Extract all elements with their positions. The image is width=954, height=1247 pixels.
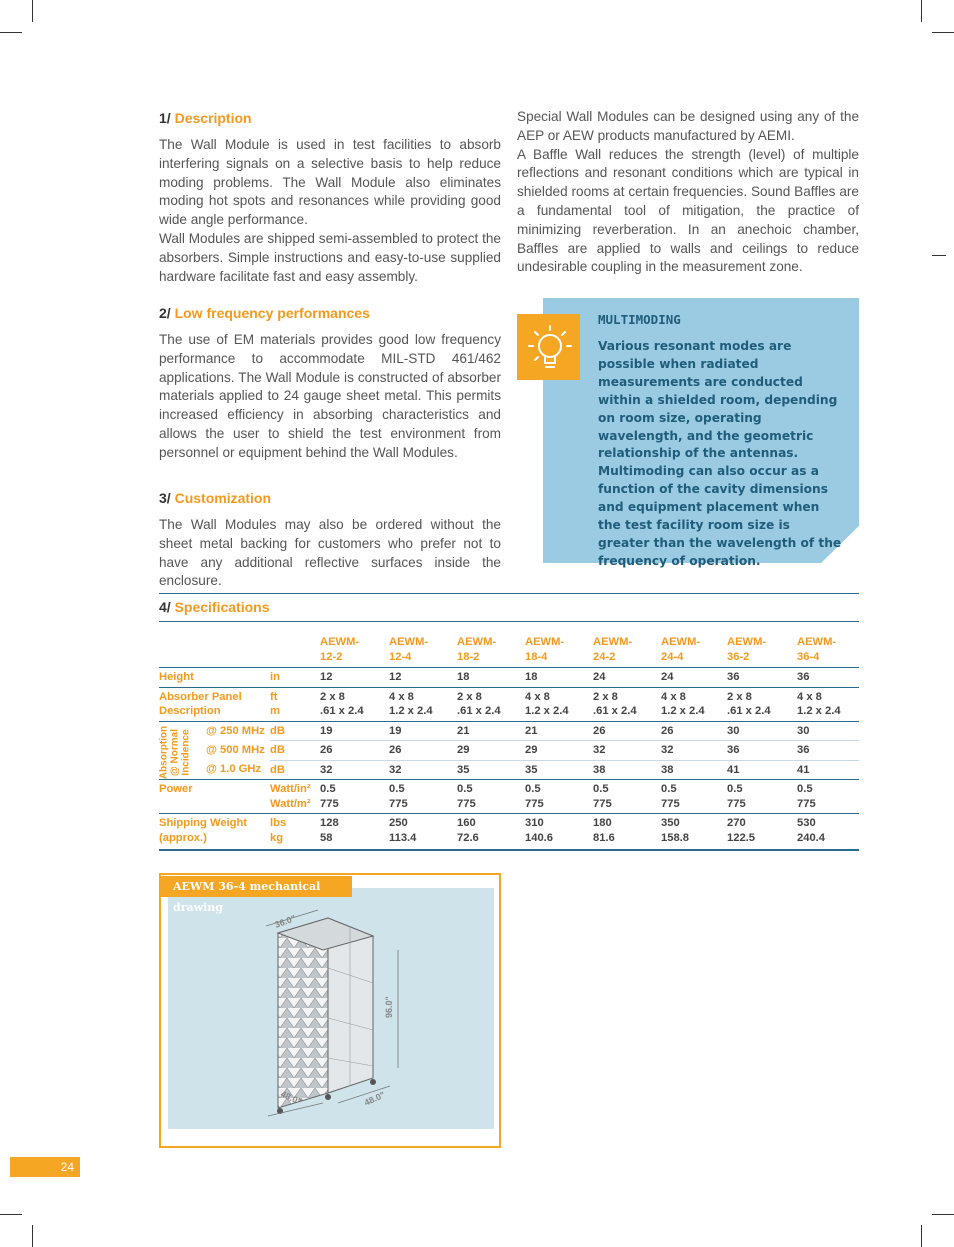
- table-cell: 12: [320, 668, 389, 688]
- divider: [159, 593, 859, 594]
- unit-label: in: [270, 668, 320, 688]
- section-title: Customization: [174, 490, 272, 506]
- header-spacer: [270, 633, 320, 668]
- callout-title: MULTIMODING: [598, 312, 681, 327]
- crop-mark: [0, 1214, 22, 1215]
- model-header: AEWM- 36-4: [797, 636, 837, 663]
- model-header: AEWM- 24-4: [661, 636, 701, 663]
- table-cell: 0.5 775: [661, 780, 727, 814]
- model-header: AEWM- 12-4: [389, 636, 429, 663]
- table-cell: 12: [389, 668, 457, 688]
- section-heading-description: [159, 110, 252, 126]
- frequency-label: @ 500 MHz: [206, 743, 265, 756]
- description-text: [159, 136, 501, 286]
- height-row: [159, 668, 859, 688]
- section-number: 2/: [159, 305, 171, 321]
- table-cell: 36: [797, 741, 859, 761]
- table-cell: 24: [661, 668, 727, 688]
- unit-label: ft m: [270, 687, 320, 721]
- table-cell: 0.5 775: [389, 780, 457, 814]
- section-number: 4/: [159, 599, 171, 615]
- dimension-label: 48.0": [362, 1089, 387, 1108]
- lightbulb-icon: [517, 314, 580, 380]
- table-cell: 4 x 8 1.2 x 2.4: [797, 687, 859, 721]
- paragraph: The Wall Modules may also be ordered without the sheet metal backing for customers who prefer not to have any additional reflective surfaces inside the enclosure.: [159, 517, 501, 589]
- absorber-row: [159, 687, 859, 721]
- power-row: [159, 780, 859, 814]
- table-cell: 270 122.5: [727, 814, 797, 848]
- table-cell: 36: [727, 668, 797, 688]
- paragraph: Special Wall Modules can be designed using any of the AEP or AEW products manufactured by AEMI.: [517, 109, 859, 143]
- dimension-label: 96.0": [384, 996, 394, 1018]
- table-cell: 2 x 8 .61 x 2.4: [457, 687, 525, 721]
- divider: [159, 621, 859, 622]
- model-header: AEWM- 36-2: [727, 636, 767, 663]
- section-title: Specifications: [174, 599, 270, 615]
- table-cell: 128 58: [320, 814, 389, 848]
- row-label: Power: [159, 780, 270, 814]
- section-heading-customization: [159, 490, 271, 506]
- table-cell: 4 x 8 1.2 x 2.4: [525, 687, 593, 721]
- section-heading-specifications: [159, 599, 270, 615]
- table-cell: 32: [389, 760, 457, 780]
- table-cell: 250 113.4: [389, 814, 457, 848]
- table-cell: 38: [661, 760, 727, 780]
- row-label: Shipping Weight (approx.): [159, 814, 270, 848]
- table-cell: 4 x 8 1.2 x 2.4: [661, 687, 727, 721]
- unit-label: dB: [270, 760, 320, 780]
- table-cell: 30: [727, 721, 797, 741]
- unit-label: lbs kg: [270, 814, 320, 848]
- unit-label: dB: [270, 721, 320, 741]
- table-cell: 32: [661, 741, 727, 761]
- section-title: Description: [174, 110, 252, 126]
- paragraph: A Baffle Wall reduces the strength (level) of multiple reflections and resonant conditions which are typical in shielded rooms at certain frequencies. Sound Baffles are a fundamental tool of mitigation, the practice of minimizing reverberation. In an anechoic chamber, Baffles are applied to walls and ceilings to reduce undesirable coupling in the measurement zone.: [517, 146, 859, 275]
- table-cell: 0.5 775: [797, 780, 859, 814]
- section-number: 1/: [159, 110, 171, 126]
- model-header: AEWM- 18-4: [525, 636, 565, 663]
- table-cell: 0.5 775: [525, 780, 593, 814]
- table-cell: 160 72.6: [457, 814, 525, 848]
- crop-mark: [921, 1225, 922, 1247]
- table-cell: 38: [593, 760, 661, 780]
- frequency-label: @ 1.0 GHz: [206, 762, 262, 775]
- table-cell: 180 81.6: [593, 814, 661, 848]
- absorption-row: [159, 721, 859, 741]
- section-heading-low-frequency: [159, 305, 370, 321]
- crop-mark: [921, 0, 922, 22]
- table-cell: 26: [320, 741, 389, 761]
- absorption-freq-label: [159, 721, 270, 780]
- row-label: Height: [159, 668, 270, 688]
- crop-mark: [932, 255, 946, 256]
- customization-text: [159, 516, 501, 591]
- table-cell: 0.5 775: [320, 780, 389, 814]
- table-cell: 0.5 775: [457, 780, 525, 814]
- crop-mark: [32, 0, 33, 22]
- unit-label: dB: [270, 741, 320, 761]
- table-cell: 41: [797, 760, 859, 780]
- unit-label: Watt/in² Watt/m²: [270, 780, 320, 814]
- table-cell: 19: [320, 721, 389, 741]
- model-header: AEWM- 18-2: [457, 636, 497, 663]
- table-cell: 26: [593, 721, 661, 741]
- absorption-vertical-label: Absorption @ Normal Incidence: [158, 725, 192, 779]
- crop-mark: [932, 1214, 954, 1215]
- table-cell: 310 140.6: [525, 814, 593, 848]
- header-spacer: [159, 633, 270, 668]
- table-cell: 35: [457, 760, 525, 780]
- table-cell: 21: [525, 721, 593, 741]
- table-cell: 29: [525, 741, 593, 761]
- table-cell: 2 x 8 .61 x 2.4: [593, 687, 661, 721]
- table-cell: 530 240.4: [797, 814, 859, 848]
- frequency-label: @ 250 MHz: [206, 724, 265, 737]
- specifications-table: [159, 633, 859, 847]
- table-cell: 2 x 8 .61 x 2.4: [727, 687, 797, 721]
- table-cell: 18: [457, 668, 525, 688]
- table-cell: 350 158.8: [661, 814, 727, 848]
- table-cell: 24: [593, 668, 661, 688]
- table-cell: 26: [389, 741, 457, 761]
- paragraph: Wall Modules are shipped semi-assembled to protect the absorbers. Simple instructions and easy-to-use supplied hardware facilitate fast and easy assembly.: [159, 230, 501, 284]
- row-label: Absorber Panel Description: [159, 687, 270, 721]
- table-cell: 30: [797, 721, 859, 741]
- table-cell: 36: [727, 741, 797, 761]
- crop-mark: [0, 32, 22, 33]
- table-cell: 29: [457, 741, 525, 761]
- crop-mark: [932, 32, 954, 33]
- crop-mark: [32, 1225, 33, 1247]
- wall-module-drawing: [277, 918, 376, 1114]
- table-header-row: [159, 633, 859, 668]
- model-header: AEWM- 24-2: [593, 636, 633, 663]
- table-cell: 26: [661, 721, 727, 741]
- table-cell: 2 x 8 .61 x 2.4: [320, 687, 389, 721]
- shipping-row: [159, 814, 859, 848]
- model-header: AEWM- 12-2: [320, 636, 360, 663]
- callout-body: Various resonant modes are possible when radiated measurements are conducted within a shielded room, depending on room size, operating wavelength, and the geometric relationship of the antennas. Multimoding can also occur as a function of the cavity dimensions and equipment placement when the test facility room size is greater than the wavelength of the frequency of operation.: [598, 339, 842, 568]
- dimension-label: 48.0": [279, 1088, 304, 1108]
- section-number: 3/: [159, 490, 171, 506]
- table-cell: 21: [457, 721, 525, 741]
- dimension-label: 36.0": [273, 913, 298, 930]
- paragraph: The Wall Module is used in test facilities to absorb interfering signals on a selective basis to help reduce moding problems. The Wall Module also eliminates moding hot spots and resonances while providing good wide angle performance.: [159, 137, 501, 228]
- table-cell: 32: [593, 741, 661, 761]
- table-cell: 18: [525, 668, 593, 688]
- table-cell: 4 x 8 1.2 x 2.4: [389, 687, 457, 721]
- drawing-label: AEWM 36-4 mechanical drawing: [159, 876, 352, 897]
- table-cell: 19: [389, 721, 457, 741]
- section-title: Low frequency performances: [174, 305, 370, 321]
- table-cell: 0.5 775: [727, 780, 797, 814]
- table-cell: 41: [727, 760, 797, 780]
- paragraph: The use of EM materials provides good low frequency performance to accommodate MIL-STD 461/462 applications. The Wall Module is constructed of absorber materials applied to 24 gauge sheet metal. This permits increased efficiency in absorbing characteristics and allows the user to shield the test environment from personnel or equipment behind the Wall Modules.: [159, 332, 501, 460]
- table-cell: 32: [320, 760, 389, 780]
- page-number: 24: [10, 1157, 80, 1177]
- low-frequency-text: [159, 331, 501, 463]
- table-cell: 36: [797, 668, 859, 688]
- right-column-text: [517, 108, 859, 277]
- table-cell: 35: [525, 760, 593, 780]
- table-cell: 0.5 775: [593, 780, 661, 814]
- divider: [159, 849, 859, 851]
- mechanical-drawing: [168, 888, 494, 1129]
